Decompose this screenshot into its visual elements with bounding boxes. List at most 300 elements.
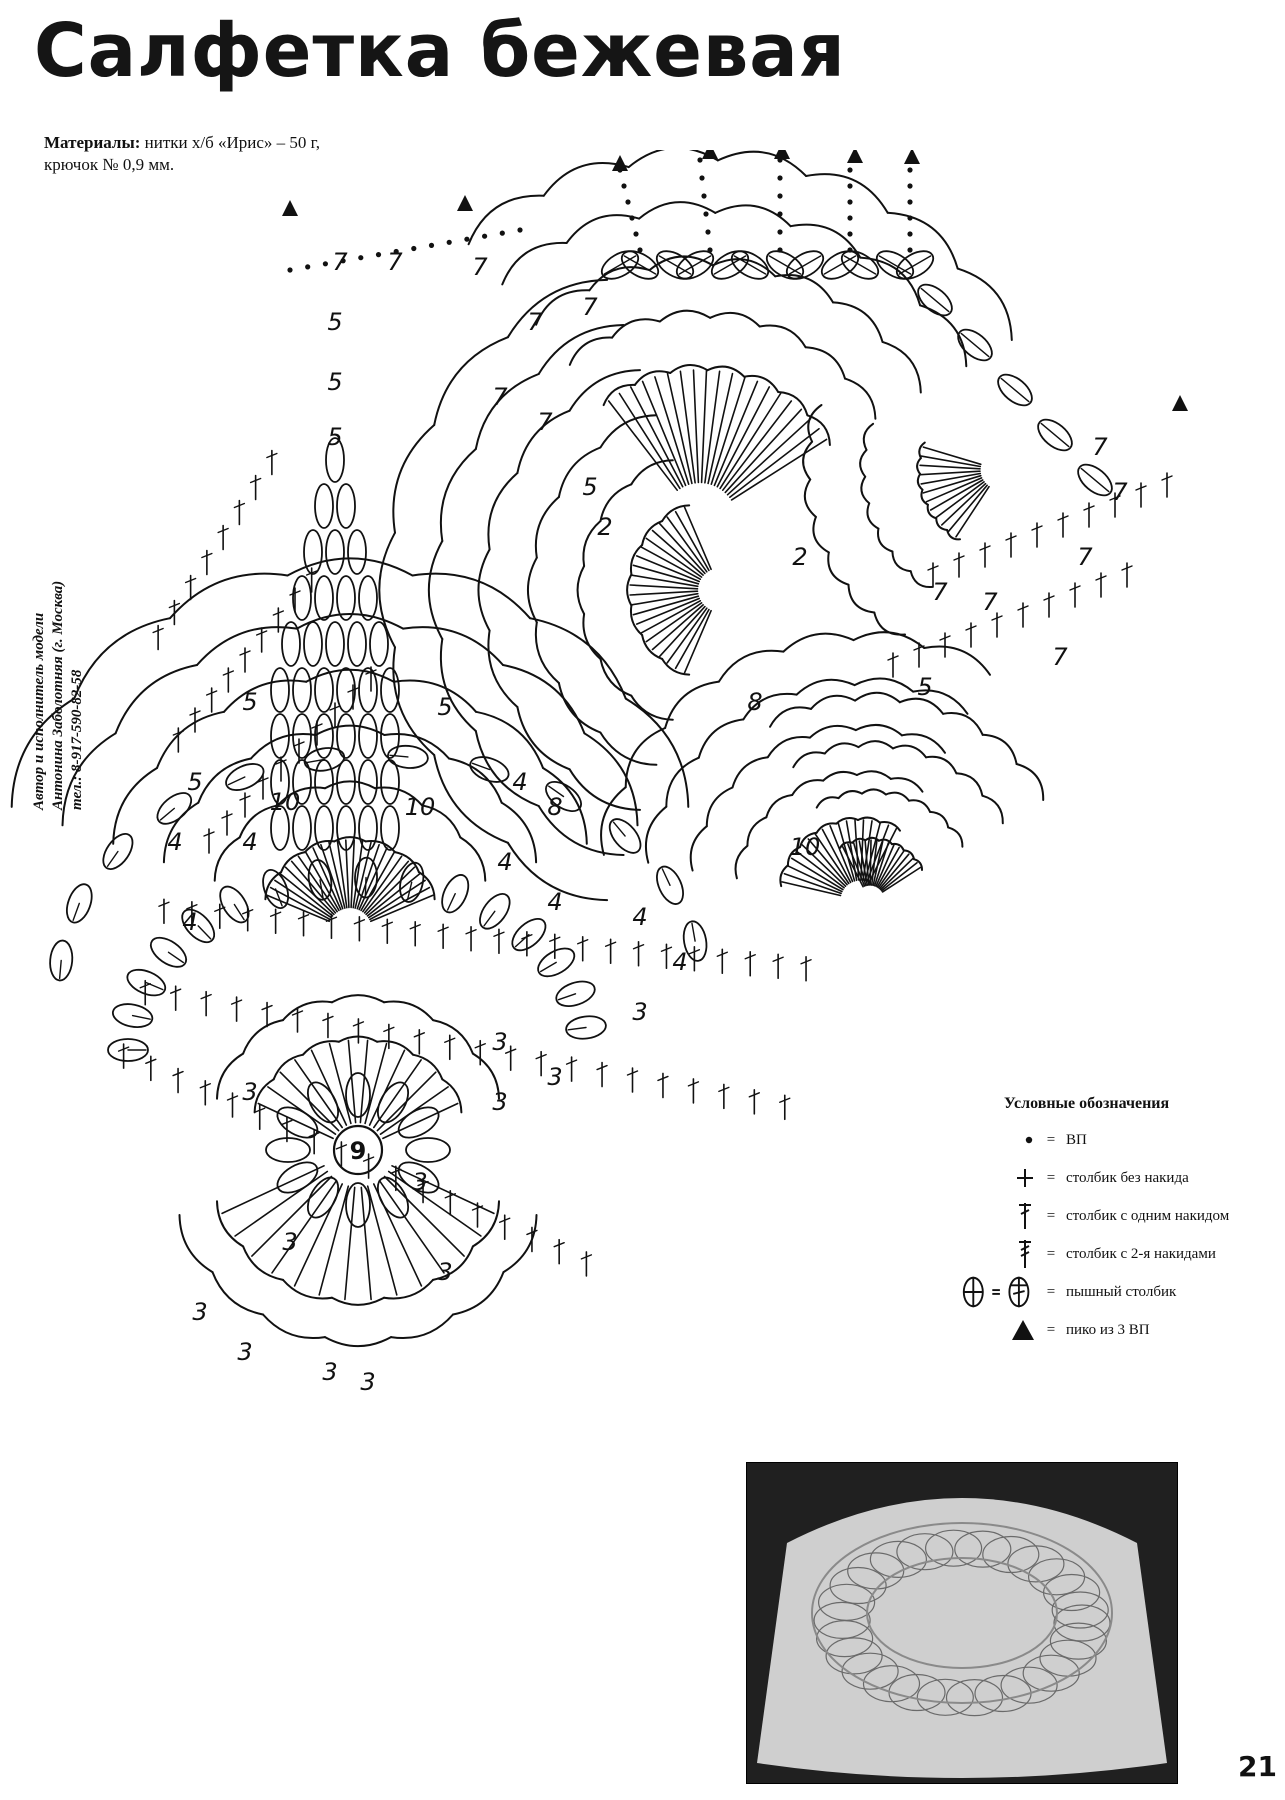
legend-row-chain: = ВП <box>960 1121 1270 1159</box>
legend-text-puff: пышный столбик <box>1066 1283 1177 1300</box>
chart-count-label: 4 <box>242 828 258 856</box>
fan-left-arc <box>215 837 240 880</box>
materials-label: Материалы: <box>44 133 141 152</box>
pineapple-left-oval <box>337 484 355 528</box>
chart-count-label: 3 <box>492 1028 508 1056</box>
fan-right-arc <box>792 780 823 795</box>
center-fan-arc <box>303 1041 339 1055</box>
chart-count-label: 4 <box>497 848 513 876</box>
lower-ring-vein <box>234 904 244 919</box>
pineapple-left-oval <box>271 668 289 712</box>
chain-dot <box>699 175 704 180</box>
legend-row-double: = столбик с одним накидом <box>960 1197 1270 1235</box>
chain-dot <box>847 247 852 252</box>
chart-count-label: 7 <box>492 383 508 411</box>
chart-count-label: 3 <box>282 1228 298 1256</box>
mid-ring-vein <box>692 923 695 941</box>
wing-far-right-arc <box>860 450 866 477</box>
center-fan-low-arc <box>217 1201 243 1246</box>
legend-text-double: столбик с одним накидом <box>1066 1207 1230 1224</box>
fan-center-arc <box>488 473 517 549</box>
chart-count-label: 4 <box>167 828 183 856</box>
chain-dot <box>305 264 310 269</box>
fan-right-arc <box>902 734 945 753</box>
fan-top-arc <box>806 347 845 378</box>
chain-dot <box>705 229 710 234</box>
materials-yarn: нитки х/б «Ирис» – 50 г, <box>144 133 320 152</box>
mid-ring-vein <box>228 777 244 785</box>
fan-right-arc <box>823 772 857 781</box>
fan-top-arc <box>833 302 883 342</box>
chain-dot <box>625 199 630 204</box>
chart-count-label: 3 <box>322 1358 338 1386</box>
chart-count-label: 10 <box>404 793 436 821</box>
fan-center-arc <box>627 574 631 605</box>
chart-count-label: 5 <box>327 308 343 336</box>
wing-far-right-stitch <box>942 484 986 525</box>
fan-top-arc <box>791 225 861 258</box>
fan-right-arc <box>736 846 748 879</box>
wing-right-arc <box>839 791 862 798</box>
chart-count-label: 7 <box>1077 543 1093 571</box>
chart-count-label: 3 <box>237 1338 253 1366</box>
fan-top-stitch <box>702 370 707 482</box>
right-puff-vein <box>1081 468 1109 491</box>
fan-center-stitch <box>630 585 697 589</box>
fan-center-arc <box>578 566 585 614</box>
wing-right-stitch <box>870 840 871 885</box>
wing-far-right-stitch <box>949 485 988 531</box>
pineapple-left-oval <box>381 806 399 850</box>
chart-count-label: 4 <box>512 768 528 796</box>
fan-center-arc <box>642 521 662 545</box>
center-fan-arc <box>274 1055 303 1080</box>
chain-dot <box>482 234 487 239</box>
chain-dot <box>287 267 292 272</box>
picot-mark <box>702 150 718 159</box>
wing-right-arc <box>825 743 859 753</box>
center-petal <box>372 1077 415 1127</box>
wing-right-arc <box>956 773 982 795</box>
author-line-1: Автор и исполнитель модели <box>31 612 47 810</box>
chain-dot <box>323 261 328 266</box>
chain-dot <box>907 183 912 188</box>
wing-far-right-stitch <box>956 487 989 537</box>
fan-top-arc <box>883 342 921 393</box>
chain-dot <box>500 231 505 236</box>
center-fan-arc <box>217 1054 243 1099</box>
legend-row-puff: = пышный столбик <box>960 1273 1270 1311</box>
center-fan-arc <box>442 1079 461 1112</box>
fan-center-arc <box>642 635 662 659</box>
fan-right-arc <box>768 737 810 757</box>
legend-text-picot: пико из 3 ВП <box>1066 1321 1150 1338</box>
fan-right-arc <box>665 682 719 728</box>
center-petal <box>266 1138 310 1162</box>
treble-crochet-icon <box>1014 1238 1036 1270</box>
wing-far-right-arc <box>892 552 910 572</box>
pineapple-left-oval <box>315 760 333 804</box>
fan-center-stitch <box>660 523 705 573</box>
wing-right-arc <box>859 741 893 748</box>
chain-dot <box>907 231 912 236</box>
chart-count-label: 5 <box>437 693 453 721</box>
chart-count-label: 7 <box>1052 643 1068 671</box>
pineapple-left-oval <box>315 576 333 620</box>
fan-center-stitch <box>660 607 705 657</box>
picot-mark <box>847 150 863 163</box>
center-fan-low-arc <box>332 1298 384 1305</box>
fan-left-arc <box>316 726 385 735</box>
center-fan-low-arc <box>384 1280 433 1299</box>
pineapple-left-oval <box>304 622 322 666</box>
center-fan-low-arc <box>283 1280 332 1299</box>
author-line-2: Антонина Заболотняя (г. Москва) <box>50 580 66 810</box>
chart-count-label: 3 <box>412 1168 428 1196</box>
fan-right-arc <box>699 719 744 757</box>
chart-count-label: 3 <box>242 1078 258 1106</box>
fan-center-arc <box>536 622 559 683</box>
doily-photo <box>746 1462 1178 1784</box>
center-fan-low-arc <box>453 1272 504 1314</box>
legend <box>960 1095 1270 1349</box>
fan-right-arc <box>857 771 891 779</box>
fan-center-arc <box>441 449 476 541</box>
fan-right-arc <box>626 728 665 787</box>
chain-dot <box>777 229 782 234</box>
page-title: Салфетка бежевая <box>34 8 846 94</box>
fan-center-arc <box>379 533 395 648</box>
chart-count-label: 4 <box>632 903 648 931</box>
chain-dot <box>637 247 642 252</box>
chain-dot <box>629 215 634 220</box>
wing-far-right-stitch <box>920 465 980 469</box>
legend-row-treble: = столбик с 2-я накидами <box>960 1235 1270 1273</box>
wing-far-right-arc <box>813 517 828 553</box>
fan-top-arc <box>845 379 875 419</box>
chart-count-label: 5 <box>917 673 933 701</box>
fan-top-stitch <box>631 387 683 487</box>
fan-top-arc <box>502 243 566 284</box>
chart-count-label: 5 <box>242 688 258 716</box>
fan-right-arc <box>855 679 914 692</box>
fan-right-arc <box>666 758 699 807</box>
fan-center-arc <box>528 558 537 623</box>
wing-right-arc <box>926 757 956 774</box>
fan-right-arc <box>858 818 880 823</box>
wing-right-arc <box>862 789 886 794</box>
pineapple-left-oval <box>359 806 377 850</box>
fan-left-arc <box>460 837 485 880</box>
fan-top-stitch <box>619 394 680 489</box>
chart-count-label: 3 <box>360 1368 376 1396</box>
fan-center-arc <box>583 614 600 659</box>
chart-count-label: 8 <box>747 688 763 716</box>
fan-top-arc <box>469 196 544 245</box>
center-fan-low-arc <box>325 1337 391 1346</box>
pineapple-left-oval <box>359 714 377 758</box>
single-crochet-icon <box>1014 1167 1036 1189</box>
wing-right-arc <box>886 793 909 801</box>
pineapple-left-oval <box>359 668 377 712</box>
chart-count-label: 7 <box>1112 478 1128 506</box>
legend-text-chain: ВП <box>1066 1131 1087 1148</box>
pineapple-left-oval <box>326 530 344 574</box>
fan-center-arc <box>631 545 642 574</box>
chain-dot <box>847 199 852 204</box>
center-petal <box>302 1173 345 1223</box>
pineapple-left-oval <box>304 530 322 574</box>
fan-right-arc <box>719 651 784 682</box>
wing-far-right-arc <box>918 474 923 490</box>
fan-top-arc <box>612 319 660 337</box>
center-fan-arc <box>413 1055 442 1080</box>
pineapple-left-oval <box>359 576 377 620</box>
chart-count-label: 7 <box>387 248 403 276</box>
fan-left-arc <box>157 712 224 768</box>
fan-top-arc <box>639 202 715 218</box>
fan-left-stitch <box>359 848 387 910</box>
fan-center-arc <box>434 337 508 425</box>
chain-dot <box>777 211 782 216</box>
fan-top-arc <box>570 338 612 365</box>
fan-left-arc <box>503 665 584 733</box>
center-petal <box>346 1183 370 1227</box>
wing-right-arc <box>817 797 839 807</box>
fan-top-arc <box>604 385 635 405</box>
fan-left-stitch <box>271 888 331 920</box>
fan-right-arc <box>783 634 853 652</box>
wing-right-arc <box>948 827 962 846</box>
fan-left-stitch <box>371 895 433 921</box>
fan-top-arc <box>708 367 745 377</box>
center-fan-arc <box>377 1041 413 1055</box>
chain-dot <box>907 167 912 172</box>
fan-right-arc <box>691 826 707 870</box>
fan-left-stitch <box>313 848 341 910</box>
chain-dot <box>703 211 708 216</box>
legend-row-picot: = пико из 3 ВП <box>960 1311 1270 1349</box>
lower-ring-vein <box>484 911 495 925</box>
picot-mark <box>282 200 298 216</box>
fan-left-stitch <box>351 840 354 907</box>
chain-dot <box>697 157 702 162</box>
fan-right-arc <box>747 817 766 846</box>
wing-far-right-stitch <box>920 471 980 475</box>
center-fan-low-arc <box>243 1246 283 1280</box>
chart-count-label: 7 <box>332 248 348 276</box>
fan-top-stitch <box>694 370 699 482</box>
fan-right-arc <box>797 680 855 695</box>
chart-count-label: 7 <box>537 408 553 436</box>
wing-right-arc <box>983 735 1017 764</box>
wing-right-arc <box>1017 764 1044 800</box>
chain-dot <box>358 255 363 260</box>
wing-far-right-arc <box>861 477 869 504</box>
wing-far-right-arc <box>874 613 905 635</box>
chart-count-label: 7 <box>982 588 998 616</box>
chart-count-label: 4 <box>182 908 198 936</box>
fan-top-arc <box>670 365 707 373</box>
legend-text-single: столбик без накида <box>1066 1169 1189 1186</box>
center-petal <box>302 1077 345 1127</box>
double-crochet-icon <box>1014 1201 1036 1231</box>
lower-ring-vein <box>168 952 183 962</box>
fan-top-arc <box>920 305 966 366</box>
center-petal <box>406 1138 450 1162</box>
chain-dot <box>777 193 782 198</box>
pineapple-left-oval <box>370 622 388 666</box>
center-fan-low-arc <box>180 1215 213 1272</box>
chart-count-label: 3 <box>547 1063 563 1091</box>
pineapple-left-oval <box>315 806 333 850</box>
fan-top-stitch <box>643 381 686 485</box>
center-petal <box>372 1173 415 1223</box>
pineapple-left-oval <box>337 714 355 758</box>
fan-top-arc <box>775 275 833 302</box>
chart-count-label: 3 <box>437 1258 453 1286</box>
pineapple-left-oval <box>326 622 344 666</box>
fan-center-arc <box>488 631 517 707</box>
chain-dot <box>701 193 706 198</box>
chart-count-label: 5 <box>327 423 343 451</box>
fan-left-arc <box>113 768 157 844</box>
wing-far-right-stitch <box>931 480 983 510</box>
legend-text-treble: столбик с 2-я накидами <box>1066 1245 1216 1262</box>
chain-dot <box>376 252 381 257</box>
pineapple-left-oval <box>348 530 366 574</box>
mid-ring-vein <box>161 808 175 820</box>
picot-mark <box>774 150 790 159</box>
fan-left-arc <box>12 699 74 807</box>
fan-left-arc <box>116 665 197 733</box>
legend-title: Условные обозначения <box>1004 1095 1170 1112</box>
fan-right-arc <box>891 778 923 792</box>
chain-dot <box>517 227 522 232</box>
chart-count-label: 10 <box>269 788 301 816</box>
lower-ring-vein <box>568 1027 586 1029</box>
puff-stitch-icon <box>960 1274 1036 1310</box>
chart-count-label: 3 <box>192 1298 208 1326</box>
lower-ring-vein <box>558 994 575 1000</box>
wing-right-arc <box>893 746 926 758</box>
lower-ring-vein <box>448 894 456 910</box>
chain-dot <box>777 175 782 180</box>
chain-dot <box>411 246 416 251</box>
right-puff-vein <box>1001 378 1029 401</box>
chain-dot <box>907 215 912 220</box>
fan-center-stitch <box>653 531 704 576</box>
wing-far-right-arc <box>911 571 933 587</box>
picot-mark <box>457 195 473 211</box>
wing-right-arc <box>982 796 1002 824</box>
fan-center-arc <box>631 606 642 635</box>
chart-count-label: 7 <box>582 293 598 321</box>
fan-right-arc <box>854 632 925 648</box>
chart-count-label: 5 <box>327 368 343 396</box>
fan-top-arc <box>718 152 806 176</box>
center-fan-low-arc <box>391 1315 453 1339</box>
center-label: 9 <box>349 1137 367 1165</box>
center-fan-arc <box>433 1020 473 1054</box>
center-fan-arc <box>332 995 384 1002</box>
chart-count-label: 5 <box>582 473 598 501</box>
lower-ring-vein <box>133 1016 151 1020</box>
fan-center-arc <box>631 696 673 720</box>
pineapple-left-oval <box>293 714 311 758</box>
lower-ring-vein <box>198 926 211 939</box>
fan-top-arc <box>660 311 710 322</box>
center-fan-arc <box>243 1020 283 1054</box>
mid-ring-vein <box>108 851 118 866</box>
chart-count-label: 3 <box>632 998 648 1026</box>
wing-right-arc <box>811 696 855 709</box>
chart-count-label: 7 <box>932 578 948 606</box>
chart-count-label: 7 <box>472 253 488 281</box>
wing-far-right-arc <box>864 424 873 450</box>
chart-count-label: 4 <box>672 948 688 976</box>
fan-center-arc <box>631 460 673 484</box>
fan-top-arc <box>635 371 670 385</box>
chart-count-label: 7 <box>527 308 543 336</box>
fan-right-arc <box>817 823 837 832</box>
chart-count-label: 8 <box>547 793 563 821</box>
mid-ring-vein <box>614 822 626 836</box>
chain-dot <box>707 247 712 252</box>
chain-dot <box>429 243 434 248</box>
fan-right-arc <box>856 725 902 735</box>
fan-center-arc <box>570 769 640 810</box>
fan-right-arc <box>924 646 990 674</box>
wing-far-right-arc <box>803 442 812 480</box>
wing-far-right-arc <box>878 529 892 552</box>
chain-dot <box>847 215 852 220</box>
chart-count-label: 5 <box>187 768 203 796</box>
fan-top-arc <box>710 313 760 327</box>
chain-dot <box>447 240 452 245</box>
center-fan-low-arc <box>213 1272 264 1314</box>
fan-right-arc <box>707 788 733 827</box>
wing-far-right-arc <box>828 552 848 584</box>
center-fan-arc <box>283 1002 332 1021</box>
center-fan-low-arc <box>263 1315 325 1339</box>
fan-center-arc <box>559 683 601 733</box>
fan-right-arc <box>733 757 768 787</box>
wing-right-arc <box>855 693 900 702</box>
fan-left-arc <box>394 681 476 712</box>
doily-photo-image <box>747 1463 1177 1783</box>
chain-dot <box>633 231 638 236</box>
fan-right-arc <box>810 726 856 738</box>
fan-left-stitch <box>286 867 334 914</box>
wing-right-arc <box>793 752 825 767</box>
chain-dot <box>907 247 912 252</box>
fan-center-arc <box>539 325 624 374</box>
dot-icon <box>1022 1133 1036 1147</box>
chain-dot <box>847 231 852 236</box>
fan-center-arc <box>478 549 489 630</box>
page-number: 21 <box>1238 1750 1277 1783</box>
fan-left-arc <box>63 733 116 825</box>
mid-ring-vein <box>73 903 79 920</box>
wing-far-right-arc <box>867 503 878 528</box>
wing-far-right-arc <box>808 405 821 442</box>
fan-left-arc <box>170 574 288 619</box>
fan-center-stitch <box>653 605 704 650</box>
picot-icon <box>1010 1318 1036 1342</box>
wing-far-right-arc <box>805 480 816 517</box>
fan-center-stitch <box>630 591 697 595</box>
